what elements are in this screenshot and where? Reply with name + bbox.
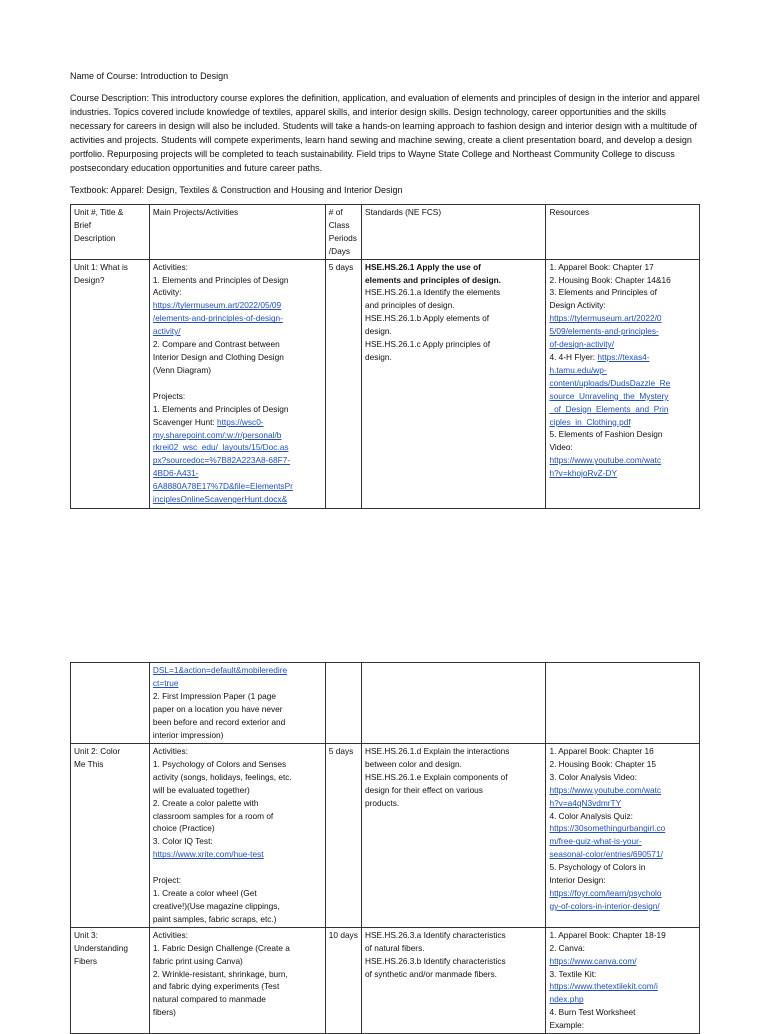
cell-line: Unit 1: What is [74, 261, 128, 272]
header-row [71, 205, 700, 260]
hyperlink[interactable]: https://tylermuseum.art/2022/0 [549, 313, 662, 324]
hyperlink[interactable]: m/free-quiz-what-is-your- [549, 836, 642, 847]
cell-line: 4. Burn Test Worksheet [549, 1007, 636, 1018]
hyperlink[interactable]: h.tamu.edu/wp- [549, 364, 607, 375]
cell-line: 2. Wrinkle-resistant, shrinkage, burn, [152, 968, 288, 979]
hyperlink[interactable]: of-design-activity/ [549, 339, 615, 350]
hyperlink[interactable]: activity/ [152, 326, 181, 337]
hyperlink[interactable]: seasonal-color/entries/690571/ [549, 849, 663, 860]
cell-line: Fibers [74, 955, 98, 966]
cell-line: Unit #, Title & [74, 207, 124, 217]
hyperlink[interactable]: 6A8880A78E17%7D&file=ElementsPr [152, 481, 293, 492]
cell-line: 2. Compare and Contrast between [152, 339, 280, 350]
cell-line: Design Activity: [549, 300, 606, 311]
blank-line [153, 377, 322, 390]
resources-cell [546, 663, 700, 744]
cell-line: choice (Practice) [152, 823, 215, 834]
cell-line: 3. Textile Kit: [549, 968, 597, 979]
cell-line: 1. Apparel Book: Chapter 18-19 [549, 929, 666, 940]
resources-cell [546, 259, 700, 508]
activities-cell [149, 259, 325, 508]
cell-line: 2. Create a color palette with [152, 797, 259, 808]
cell-line: # of [328, 207, 343, 217]
hyperlink[interactable]: 5/09/elements-and-principles- [549, 326, 659, 337]
cell-line: Unit 2: Color [74, 746, 121, 756]
cell-line: Video: [549, 442, 573, 453]
unit-cell [71, 663, 150, 744]
cell-line: Interior Design and Clothing Design [152, 351, 284, 362]
standards-cell [362, 259, 546, 508]
cell-line: and fabric dying experiments (Test [152, 981, 280, 992]
textbook-line: Textbook: Apparel: Design, Textiles & Construction and Housing and Interior Design [70, 185, 403, 195]
hyperlink[interactable]: DSL=1&action=default&mobileredire [152, 665, 288, 675]
cell-line: 1. Psychology of Colors and Senses [152, 758, 287, 769]
cell-line: activity (songs, holidays, feelings, etc. [152, 771, 292, 782]
cell-line: paint samples, fabric scraps, etc.) [152, 913, 277, 924]
cell-line: 2. First Impression Paper (1 page [152, 690, 277, 701]
course-description: Course Description: This introductory course explores the definition, application, and evaluation of elements and principles of design in the interior and apparel industries. Topics covered include knowledge of textiles, apparel skills, and interior design skills. Design technology, career opportunities and the skills necessary for careers in design will also be included. Students will take a hands-on learning approach to fashion design and interior design with a multitude of activities and projects. Students will compete experiments, learn hand sewing and machine sewing, create a client presentation board, and develop a design portfolio. Repurposing projects will be completed to teach sustainability. Field trips to Wayne State College and Northeast Community College to discuss postsecondary education opportunities and future career paths. [70, 93, 700, 173]
cell-line: 2. Housing Book: Chapter 14&16 [549, 274, 671, 285]
header-cell [149, 205, 325, 260]
cell-line: Periods [328, 232, 357, 243]
cell-line: fabric print using Canva) [152, 955, 243, 966]
unit-cell [71, 259, 150, 508]
activities-cell [149, 927, 325, 1033]
hyperlink[interactable]: ndex.php [549, 994, 584, 1005]
cell-line: creative!)(Use magazine clippings, [152, 900, 280, 911]
cell-line: 4. Color Analysis Quiz: [549, 810, 633, 821]
cell-line: Unit 3: [74, 929, 98, 940]
cell-line: design. [365, 351, 392, 362]
table-row [71, 663, 700, 744]
cell-line: Projects: [152, 390, 186, 401]
cell-line: 5. Psychology of Colors in [549, 862, 646, 873]
cell-line: Resources [549, 207, 590, 217]
cell-line: and principles of design. [365, 300, 455, 311]
cell-line: 1. Elements and Principles of Design [152, 274, 289, 285]
header-cell [325, 205, 361, 260]
cell-line: HSE.HS.26.1.a Identify the elements [365, 287, 501, 298]
cell-line: (Venn Diagram) [152, 364, 211, 375]
cell-line: Standards (NE FCS) [365, 207, 442, 217]
cell-line: HSE.HS.26.1.d Explain the interactions [365, 746, 510, 756]
cell-line: 1. Elements and Principles of Design [152, 403, 289, 414]
cell-line: paper on a location you have never [152, 703, 283, 714]
cell-line: Brief [74, 219, 92, 230]
cell-line: natural compared to manmade [152, 994, 266, 1005]
days-cell [325, 663, 361, 744]
hyperlink[interactable]: h?v=a4qN3vdmrTY [549, 797, 622, 808]
cell-line: 2. Housing Book: Chapter 15 [549, 758, 656, 769]
resources-cell [546, 744, 700, 928]
cell-line: of natural fibers. [365, 942, 425, 953]
days-cell [325, 744, 361, 928]
cell-line: HSE.HS.26.3.a Identify characteristics [365, 929, 506, 940]
hyperlink[interactable]: https://www.thetextilekit.com/i [549, 981, 658, 992]
cell-line: Main Projects/Activities [152, 207, 239, 217]
hyperlink[interactable]: https://texas4- [597, 351, 650, 362]
header-cell [546, 205, 700, 260]
cell-line-with-link[interactable]: Scavenger Hunt: https://wsc0- [152, 416, 264, 427]
hyperlink[interactable]: ct=true [152, 677, 179, 688]
hyperlink[interactable]: gy-of-colors-in-interior-design/ [549, 900, 660, 911]
cell-line: Activities: [152, 261, 188, 272]
cell-line: 1. Apparel Book: Chapter 17 [549, 261, 654, 272]
cell-line-with-link[interactable]: 4. 4-H Flyer: https://texas4- [549, 351, 650, 362]
cell-line: Project: [152, 875, 182, 886]
standards-cell [362, 744, 546, 928]
hyperlink[interactable]: https://www.xrite.com/hue-test [152, 849, 264, 860]
cell-line: elements and principles of design. [365, 274, 502, 285]
cell-line: design. [365, 326, 392, 337]
cell-line: Design? [74, 274, 105, 285]
hyperlink[interactable]: 4BD6-A431- [152, 468, 199, 479]
hyperlink[interactable]: https://tylermuseum.art/2022/05/09 [152, 300, 282, 311]
cell-line: Class [328, 219, 350, 230]
table-row [71, 744, 700, 928]
cell-line: 1. Apparel Book: Chapter 16 [549, 746, 654, 756]
standards-cell [362, 663, 546, 744]
activities-cell [149, 663, 325, 744]
hyperlink[interactable]: inciplesOnlineScavengerHunt.docx& [152, 494, 288, 505]
cell-line: HSE.HS.26.1.e Explain components of [365, 771, 508, 782]
resources-cell [546, 927, 700, 1033]
hyperlink[interactable]: ciples_in_Clothing.pdf [549, 416, 631, 427]
hyperlink[interactable]: source_Unraveling_the_Mystery [549, 390, 669, 401]
hyperlink[interactable]: /elements-and-principles-of-design- [152, 313, 283, 324]
hyperlink[interactable]: h?v=khojoRvZ-DY [549, 468, 618, 479]
hyperlink[interactable]: https://www.youtube.com/watc [549, 784, 662, 795]
cell-line: 3. Color Analysis Video: [549, 771, 637, 782]
cell-line: 5 days [328, 261, 354, 272]
cell-line: design for their effect on various [365, 784, 483, 795]
cell-line: been before and record exterior and [152, 716, 286, 727]
header-cell [71, 205, 150, 260]
cell-line: HSE.HS.26.1.c Apply principles of [365, 339, 491, 350]
cell-line: HSE.HS.26.1.b Apply elements of [365, 313, 490, 324]
cell-line: 1. Fabric Design Challenge (Create a [152, 942, 290, 953]
cell-line: fibers) [152, 1007, 176, 1018]
cell-line: of synthetic and/or manmade fibers. [365, 968, 497, 979]
cell-line: classroom samples for a room of [152, 810, 274, 821]
cell-line: interior impression) [152, 729, 224, 740]
table-row [71, 927, 700, 1033]
hyperlink[interactable]: my.sharepoint.com/:w:/r/personal/b [152, 429, 282, 440]
cell-line: 2. Canva: [549, 942, 585, 953]
hyperlink[interactable]: https://www.youtube.com/watc [549, 455, 662, 466]
cell-line: 5. Elements of Fashion Design [549, 429, 663, 440]
cell-line: /Days [328, 245, 351, 256]
cell-line: between color and design. [365, 758, 462, 769]
hyperlink[interactable]: rkrei02_wsc_edu/_layouts/15/Doc.as [152, 442, 289, 453]
days-cell [325, 927, 361, 1033]
cell-line: 3. Color IQ Test: [152, 836, 213, 847]
cell-line: Activities: [152, 746, 188, 756]
cell-line: will be evaluated together) [152, 784, 250, 795]
cell-line: Description [74, 232, 116, 243]
activities-cell [149, 744, 325, 928]
table-row [71, 259, 700, 508]
unit-cell [71, 744, 150, 928]
cell-line: Interior Design: [549, 875, 606, 886]
cell-line: Activity: [152, 287, 182, 298]
hyperlink[interactable]: https://30somethingurbangirl.co [549, 823, 666, 834]
cell-line: 1. Create a color wheel (Get [152, 888, 257, 899]
hyperlink[interactable]: px?sourcedoc=%7B82A223A8-68F7- [152, 455, 291, 466]
cell-line: HSE.HS.26.1 Apply the use of [365, 261, 481, 272]
blank-line [153, 861, 322, 874]
cell-line: 3. Elements and Principles of [549, 287, 657, 298]
cell-line: Understanding [74, 942, 128, 953]
cell-line: Example: [549, 1020, 585, 1031]
unit-cell [71, 927, 150, 1033]
cell-line: 5 days [328, 746, 354, 756]
header-cell [362, 205, 546, 260]
cell-line: Activities: [152, 929, 188, 940]
hyperlink[interactable]: _of_Design_Elements_and_Prin [549, 403, 669, 414]
cell-line: Me This [74, 758, 104, 769]
cell-line: products. [365, 797, 400, 808]
days-cell [325, 259, 361, 508]
standards-cell [362, 927, 546, 1033]
hyperlink[interactable]: content/uploads/DudsDazzle_Re [549, 377, 671, 388]
course-name: Name of Course: Introduction to Design [70, 71, 229, 81]
cell-line: HSE.HS.26.3.b Identify characteristics [365, 955, 506, 966]
curriculum-table-page-1 [70, 204, 700, 509]
curriculum-table-page-2 [70, 662, 700, 1034]
hyperlink[interactable]: https://wsc0- [217, 416, 264, 427]
hyperlink[interactable]: https://foyr.com/learn/psycholo [549, 887, 662, 898]
hyperlink[interactable]: https://www.canva.com/ [549, 955, 637, 966]
cell-line: 10 days [328, 929, 358, 940]
